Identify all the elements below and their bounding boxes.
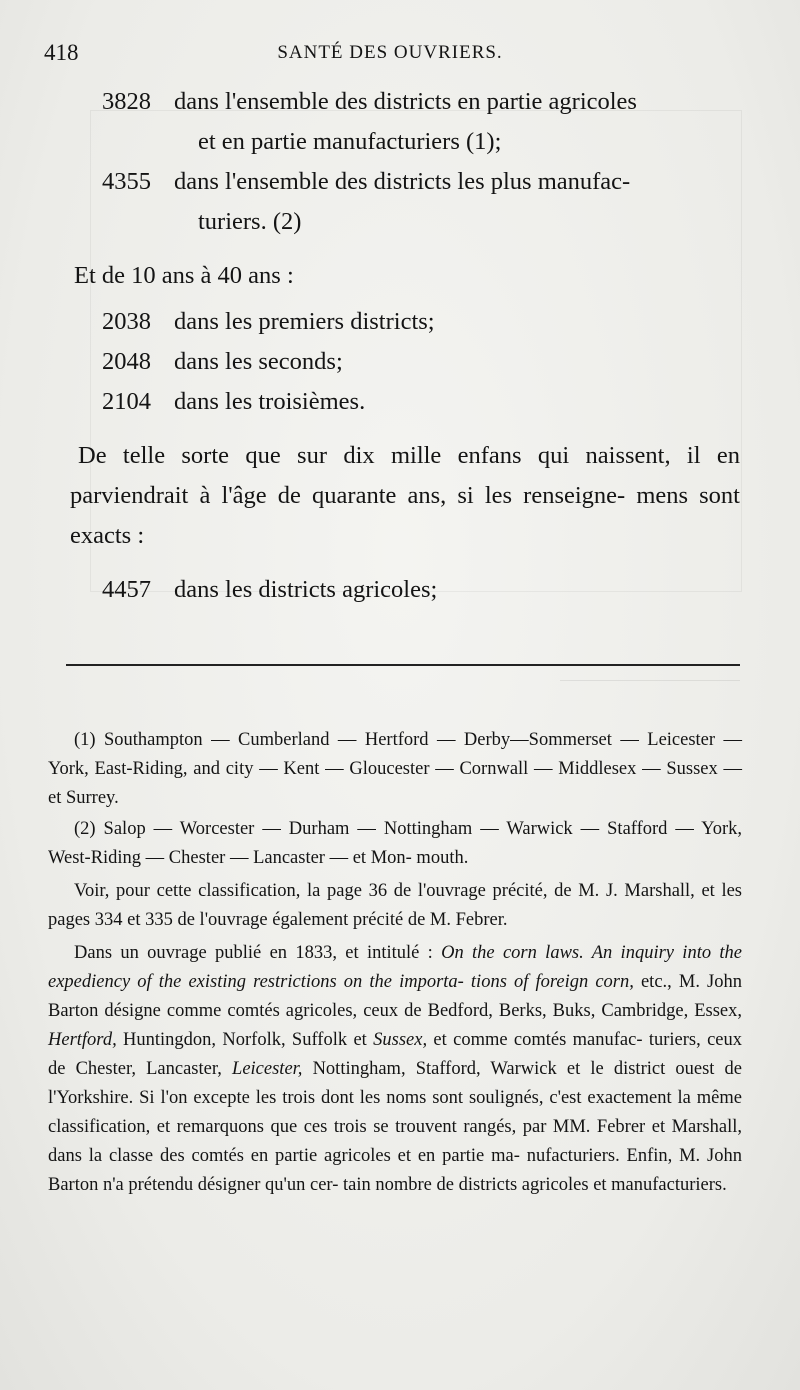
- stat-line: [70, 342, 740, 382]
- book-title: On the corn laws. An inquiry into the expediency of the existing restrictions on the importa- tions of foreign corn,: [48, 943, 742, 992]
- stat-number: 4457: [102, 576, 151, 603]
- stat-line: [70, 570, 740, 610]
- main-text: [70, 82, 740, 610]
- body-paragraph: De telle sorte que sur dix mille enfans qui naissent, il en parviendrait à l'âge de quarante ans, si les renseigne- mens sont exacts :: [70, 442, 740, 549]
- note-paragraph: [48, 939, 742, 1200]
- note-text: Nottingham, Stafford, Warwick et le district ouest de l'Yorkshire. Si l'on excepte les trois dont les noms sont soulignés, c'est exactement la même classification, et remarquons que ces trois se trouvent rangés, par MM. Febrer et Marshall, dans la classe des comtés en partie agricoles et en partie ma- nufacturiers. Enfin, M. John Barton n'a prétendu désigner qu'un cer- tain nombre de districts agricoles et manufacturiers.: [48, 1059, 742, 1195]
- footnote-rule: [66, 664, 740, 666]
- stat-line: [70, 382, 740, 422]
- stat-number: 3828: [102, 88, 151, 115]
- page-number: 418: [44, 40, 79, 65]
- age-intro: Et de 10 ans à 40 ans :: [74, 262, 294, 289]
- county-emphasis: Hertford,: [48, 1030, 117, 1050]
- footnotes: [48, 726, 742, 1200]
- stat-number: 2104: [102, 388, 151, 415]
- note-text: Dans un ouvrage publié en 1833, et intitulé :: [74, 943, 442, 963]
- footnote-2: (2) Salop — Worcester — Durham — Nottingham — Warwick — Stafford — York, West-Riding — Chester — Lancaster — et Mon- mouth.: [48, 819, 742, 868]
- stat-text: dans les districts agricoles;: [174, 576, 438, 603]
- stat-number: 2038: [102, 308, 151, 335]
- note-paragraph: Voir, pour cette classification, la page 36 de l'ouvrage précité, de M. J. Marshall, et les pages 334 et 335 de l'ouvrage également précité de M. Febrer.: [48, 881, 742, 930]
- note-text: etc., M. John Barton désigne comme comtés agricoles, ceux de Bedford, Berks, Buks, Cambridge, Essex,: [48, 972, 743, 1021]
- stat-number: 4355: [102, 168, 151, 195]
- stat-text: dans les troisièmes.: [174, 388, 366, 415]
- stat-text: dans les seconds;: [174, 348, 343, 375]
- stat-text: dans l'ensemble des districts en partie agricoles: [174, 88, 637, 115]
- stat-line: [70, 162, 740, 202]
- note-text: Huntingdon, Norfolk, Suffolk et: [116, 1030, 374, 1050]
- stat-text: dans l'ensemble des districts les plus manufac-: [174, 168, 631, 195]
- note-text: et comme comtés manufac- turiers, ceux de Chester, Lancaster,: [48, 1030, 742, 1079]
- stat-line: [70, 82, 740, 122]
- county-emphasis: Leicester,: [232, 1059, 303, 1079]
- page-header: [40, 40, 740, 74]
- stat-text: dans les premiers districts;: [174, 308, 435, 335]
- stat-line: [70, 302, 740, 342]
- stat-continuation: et en partie manufacturiers (1);: [198, 128, 502, 155]
- footnote-1: (1) Southampton — Cumberland — Hertford — Derby—Sommerset — Leicester — York, East-Riding, and city — Kent — Gloucester — Cornwall — Middlesex — Sussex — et Surrey.: [48, 730, 742, 808]
- stat-continuation: turiers. (2): [198, 208, 302, 235]
- running-title: SANTÉ DES OUVRIERS.: [277, 42, 503, 63]
- county-emphasis: Sussex,: [373, 1030, 428, 1050]
- stat-number: 2048: [102, 348, 151, 375]
